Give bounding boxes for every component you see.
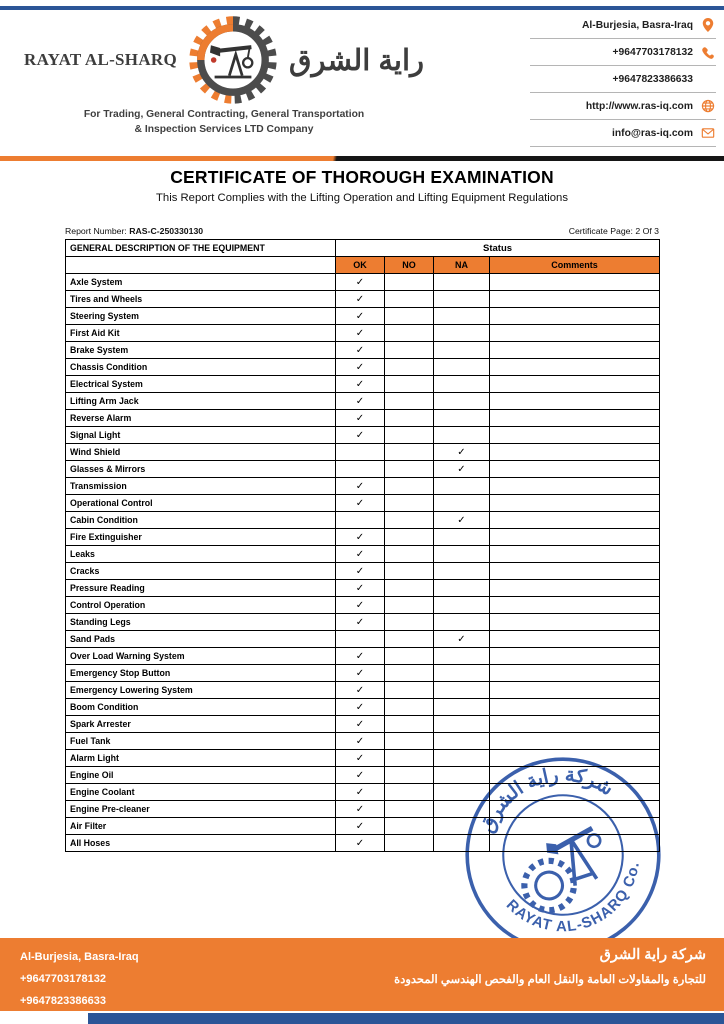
icon-spacer: [700, 72, 716, 87]
no-cell: [385, 699, 434, 716]
contact-block: [530, 12, 716, 147]
comments-cell: [490, 784, 660, 801]
address-text: Al-Burjesia, Basra-Iraq: [581, 19, 693, 31]
na-cell: [434, 274, 490, 291]
email-icon: [700, 126, 716, 141]
equipment-name-cell: Cracks: [66, 563, 336, 580]
letterhead: [0, 12, 724, 157]
comments-cell: [490, 410, 660, 427]
table-row: [66, 512, 660, 529]
tagline-line-2: & Inspection Services LTD Company: [134, 123, 314, 135]
na-cell: [434, 325, 490, 342]
comments-cell: [490, 529, 660, 546]
company-name-arabic: راية الشرق: [289, 44, 425, 77]
comments-cell: [490, 461, 660, 478]
no-cell: [385, 529, 434, 546]
table-row: [66, 614, 660, 631]
comments-cell: [490, 359, 660, 376]
comments-cell: [490, 325, 660, 342]
equipment-name-cell: Spark Arrester: [66, 716, 336, 733]
company-name-english: RAYAT AL-SHARQ: [24, 50, 177, 69]
report-number: [65, 226, 203, 236]
comments-cell: [490, 393, 660, 410]
na-cell: [434, 835, 490, 852]
ok-cell: [336, 512, 385, 529]
equipment-table-body: [66, 274, 660, 852]
comments-cell: [490, 682, 660, 699]
equipment-name-cell: Over Load Warning System: [66, 648, 336, 665]
table-row: [66, 427, 660, 444]
footer-contact-block: [20, 946, 139, 1012]
comments-cell: [490, 835, 660, 852]
comments-cell: [490, 308, 660, 325]
no-cell: [385, 444, 434, 461]
na-cell: [434, 716, 490, 733]
contact-website: [530, 93, 716, 120]
na-cell: ✓: [434, 461, 490, 478]
equipment-name-cell: Chassis Condition: [66, 359, 336, 376]
na-cell: [434, 546, 490, 563]
bottom-accent-line: [88, 1013, 724, 1024]
report-number-label: Report Number:: [65, 226, 127, 236]
ok-cell: ✓: [336, 427, 385, 444]
ok-cell: ✓: [336, 750, 385, 767]
ok-cell: ✓: [336, 376, 385, 393]
footer-phone-1: +9647703178132: [20, 973, 106, 985]
no-cell: [385, 801, 434, 818]
na-cell: [434, 750, 490, 767]
no-cell: [385, 393, 434, 410]
na-cell: [434, 648, 490, 665]
na-cell: [434, 359, 490, 376]
company-tagline: [34, 108, 414, 138]
footer-phone-2: +9647823386633: [20, 995, 106, 1007]
table-row: [66, 478, 660, 495]
table-header-row-1: [66, 240, 660, 257]
no-cell: [385, 563, 434, 580]
ok-cell: ✓: [336, 325, 385, 342]
table-row: [66, 750, 660, 767]
na-cell: [434, 767, 490, 784]
equipment-name-cell: Leaks: [66, 546, 336, 563]
no-cell: [385, 648, 434, 665]
equipment-name-cell: All Hoses: [66, 835, 336, 852]
na-cell: [434, 291, 490, 308]
no-cell: [385, 376, 434, 393]
table-row: [66, 648, 660, 665]
ok-cell: ✓: [336, 733, 385, 750]
ok-cell: ✓: [336, 393, 385, 410]
table-row: [66, 801, 660, 818]
ok-cell: ✓: [336, 563, 385, 580]
table-row: [66, 835, 660, 852]
table-row: [66, 716, 660, 733]
no-cell: [385, 478, 434, 495]
ok-cell: ✓: [336, 597, 385, 614]
no-cell: [385, 495, 434, 512]
equipment-name-cell: Electrical System: [66, 376, 336, 393]
ok-cell: ✓: [336, 767, 385, 784]
blank-header-cell: [66, 257, 336, 274]
ok-cell: [336, 631, 385, 648]
na-cell: [434, 665, 490, 682]
website-link[interactable]: http://www.ras-iq.com: [585, 100, 693, 112]
equipment-name-cell: Transmission: [66, 478, 336, 495]
na-cell: [434, 563, 490, 580]
na-cell: [434, 801, 490, 818]
no-cell: [385, 308, 434, 325]
table-row: [66, 342, 660, 359]
ok-cell: ✓: [336, 529, 385, 546]
na-cell: ✓: [434, 444, 490, 461]
no-cell: [385, 818, 434, 835]
na-cell: [434, 699, 490, 716]
no-cell: [385, 427, 434, 444]
comments-column-header: Comments: [490, 257, 660, 274]
ok-cell: ✓: [336, 835, 385, 852]
comments-cell: [490, 495, 660, 512]
contact-address: [530, 12, 716, 39]
comments-cell: [490, 716, 660, 733]
table-row: [66, 495, 660, 512]
na-cell: [434, 427, 490, 444]
phone-2-text: +9647823386633: [612, 73, 693, 85]
no-cell: [385, 410, 434, 427]
table-row: [66, 733, 660, 750]
ok-cell: [336, 461, 385, 478]
ok-column-header: OK: [336, 257, 385, 274]
equipment-name-cell: Control Operation: [66, 597, 336, 614]
ok-cell: ✓: [336, 784, 385, 801]
table-row: [66, 393, 660, 410]
table-row: [66, 818, 660, 835]
no-cell: [385, 546, 434, 563]
na-cell: ✓: [434, 512, 490, 529]
ok-cell: ✓: [336, 546, 385, 563]
description-column-header: GENERAL DESCRIPTION OF THE EQUIPMENT: [66, 240, 336, 257]
equipment-name-cell: Engine Pre-cleaner: [66, 801, 336, 818]
ok-cell: ✓: [336, 274, 385, 291]
comments-cell: [490, 733, 660, 750]
phone-icon: [700, 45, 716, 60]
ok-cell: ✓: [336, 716, 385, 733]
comments-cell: [490, 274, 660, 291]
comments-cell: [490, 291, 660, 308]
no-cell: [385, 597, 434, 614]
comments-cell: [490, 444, 660, 461]
table-row: [66, 631, 660, 648]
comments-cell: [490, 665, 660, 682]
na-cell: [434, 529, 490, 546]
comments-cell: [490, 342, 660, 359]
na-cell: [434, 495, 490, 512]
table-row: [66, 325, 660, 342]
status-group-header: Status: [336, 240, 660, 257]
no-cell: [385, 274, 434, 291]
top-accent-line: [0, 6, 724, 10]
footer-company-name-arabic: شركة راية الشرق: [599, 947, 706, 963]
footer-company-description-arabic: للتجارة والمقاولات العامة والنقل العام والفحص الهندسي المحدودة: [394, 974, 706, 986]
comments-cell: [490, 750, 660, 767]
table-row: [66, 274, 660, 291]
table-row: [66, 444, 660, 461]
no-cell: [385, 325, 434, 342]
comments-cell: [490, 699, 660, 716]
equipment-name-cell: Emergency Stop Button: [66, 665, 336, 682]
footer-arabic-block: [394, 947, 706, 986]
equipment-name-cell: Steering System: [66, 308, 336, 325]
phone-1-text: +9647703178132: [612, 46, 693, 58]
no-cell: [385, 614, 434, 631]
na-cell: [434, 410, 490, 427]
ok-cell: ✓: [336, 359, 385, 376]
ok-cell: ✓: [336, 495, 385, 512]
ok-cell: ✓: [336, 801, 385, 818]
equipment-name-cell: Wind Shield: [66, 444, 336, 461]
no-cell: [385, 784, 434, 801]
equipment-name-cell: Brake System: [66, 342, 336, 359]
comments-cell: [490, 614, 660, 631]
na-cell: [434, 733, 490, 750]
equipment-name-cell: Reverse Alarm: [66, 410, 336, 427]
table-row: [66, 291, 660, 308]
table-row: [66, 767, 660, 784]
ok-cell: ✓: [336, 682, 385, 699]
equipment-name-cell: Air Filter: [66, 818, 336, 835]
equipment-name-cell: Lifting Arm Jack: [66, 393, 336, 410]
header-divider-stripe: [0, 156, 724, 161]
ok-cell: ✓: [336, 818, 385, 835]
ok-cell: ✓: [336, 342, 385, 359]
report-info-row: [65, 226, 659, 236]
stamp-arabic-text: شركة راية الشرق: [475, 763, 618, 836]
na-cell: ✓: [434, 631, 490, 648]
na-cell: [434, 308, 490, 325]
na-cell: [434, 818, 490, 835]
no-cell: [385, 580, 434, 597]
comments-cell: [490, 580, 660, 597]
na-cell: [434, 342, 490, 359]
table-row: [66, 410, 660, 427]
no-cell: [385, 835, 434, 852]
na-cell: [434, 614, 490, 631]
na-cell: [434, 376, 490, 393]
no-cell: [385, 716, 434, 733]
na-cell: [434, 682, 490, 699]
footer-address: Al-Burjesia, Basra-Iraq: [20, 951, 139, 963]
table-row: [66, 359, 660, 376]
company-logo-block: [24, 14, 425, 138]
table-row: [66, 580, 660, 597]
comments-cell: [490, 546, 660, 563]
equipment-name-cell: First Aid Kit: [66, 325, 336, 342]
email-link[interactable]: info@ras-iq.com: [612, 127, 693, 139]
comments-cell: [490, 376, 660, 393]
ok-cell: [336, 444, 385, 461]
comments-cell: [490, 478, 660, 495]
comments-cell: [490, 427, 660, 444]
oil-drop-icon: [211, 57, 217, 63]
ok-cell: ✓: [336, 478, 385, 495]
ok-cell: ✓: [336, 665, 385, 682]
certificate-page-label: Certificate Page: 2 Of 3: [568, 226, 659, 236]
comments-cell: [490, 563, 660, 580]
table-row: [66, 665, 660, 682]
ok-cell: ✓: [336, 308, 385, 325]
equipment-name-cell: Operational Control: [66, 495, 336, 512]
certificate-subtitle: This Report Complies with the Lifting Operation and Lifting Equipment Regulations: [156, 192, 568, 204]
contact-phone-1: [530, 39, 716, 66]
no-cell: [385, 767, 434, 784]
ok-cell: ✓: [336, 580, 385, 597]
equipment-name-cell: Boom Condition: [66, 699, 336, 716]
comments-cell: [490, 597, 660, 614]
equipment-name-cell: Fuel Tank: [66, 733, 336, 750]
no-cell: [385, 291, 434, 308]
na-cell: [434, 478, 490, 495]
ok-cell: ✓: [336, 410, 385, 427]
ok-cell: ✓: [336, 648, 385, 665]
equipment-name-cell: Tires and Wheels: [66, 291, 336, 308]
table-row: [66, 529, 660, 546]
no-cell: [385, 461, 434, 478]
comments-cell: [490, 512, 660, 529]
certificate-title: CERTIFICATE OF THOROUGH EXAMINATION: [170, 167, 554, 187]
equipment-inspection-table: [65, 239, 660, 852]
ok-cell: ✓: [336, 291, 385, 308]
equipment-name-cell: Emergency Lowering System: [66, 682, 336, 699]
contact-phone-2: [530, 66, 716, 93]
equipment-name-cell: Glasses & Mirrors: [66, 461, 336, 478]
no-cell: [385, 342, 434, 359]
table-row: [66, 376, 660, 393]
globe-icon: [700, 99, 716, 114]
table-row: [66, 308, 660, 325]
equipment-name-cell: Engine Coolant: [66, 784, 336, 801]
equipment-name-cell: Engine Oil: [66, 767, 336, 784]
location-pin-icon: [700, 18, 716, 33]
comments-cell: [490, 801, 660, 818]
equipment-name-cell: Axle System: [66, 274, 336, 291]
equipment-name-cell: Pressure Reading: [66, 580, 336, 597]
footer-bar: [0, 938, 724, 1011]
na-cell: [434, 597, 490, 614]
table-row: [66, 563, 660, 580]
comments-cell: [490, 767, 660, 784]
no-cell: [385, 512, 434, 529]
table-row: [66, 546, 660, 563]
na-cell: [434, 393, 490, 410]
equipment-name-cell: Alarm Light: [66, 750, 336, 767]
gear-pumpjack-logo: [187, 14, 279, 106]
no-cell: [385, 682, 434, 699]
equipment-name-cell: Standing Legs: [66, 614, 336, 631]
no-cell: [385, 665, 434, 682]
equipment-name-cell: Sand Pads: [66, 631, 336, 648]
ok-cell: ✓: [336, 614, 385, 631]
table-row: [66, 597, 660, 614]
table-row: [66, 699, 660, 716]
contact-email: [530, 120, 716, 147]
tagline-line-1: For Trading, General Contracting, General Transportation: [83, 109, 365, 120]
stamp-english-text: RAYAT AL-SHARQ Co.: [502, 860, 643, 936]
na-cell: [434, 580, 490, 597]
na-column-header: NA: [434, 257, 490, 274]
no-cell: [385, 733, 434, 750]
ok-cell: ✓: [336, 699, 385, 716]
no-column-header: NO: [385, 257, 434, 274]
table-row: [66, 461, 660, 478]
comments-cell: [490, 631, 660, 648]
table-row: [66, 784, 660, 801]
no-cell: [385, 359, 434, 376]
no-cell: [385, 631, 434, 648]
equipment-name-cell: Cabin Condition: [66, 512, 336, 529]
equipment-name-cell: Signal Light: [66, 427, 336, 444]
table-row: [66, 682, 660, 699]
title-block: [0, 167, 724, 204]
comments-cell: [490, 648, 660, 665]
table-header-row-2: [66, 257, 660, 274]
comments-cell: [490, 818, 660, 835]
no-cell: [385, 750, 434, 767]
na-cell: [434, 784, 490, 801]
equipment-name-cell: Fire Extinguisher: [66, 529, 336, 546]
report-number-value: RAS-C-250330130: [129, 226, 204, 236]
